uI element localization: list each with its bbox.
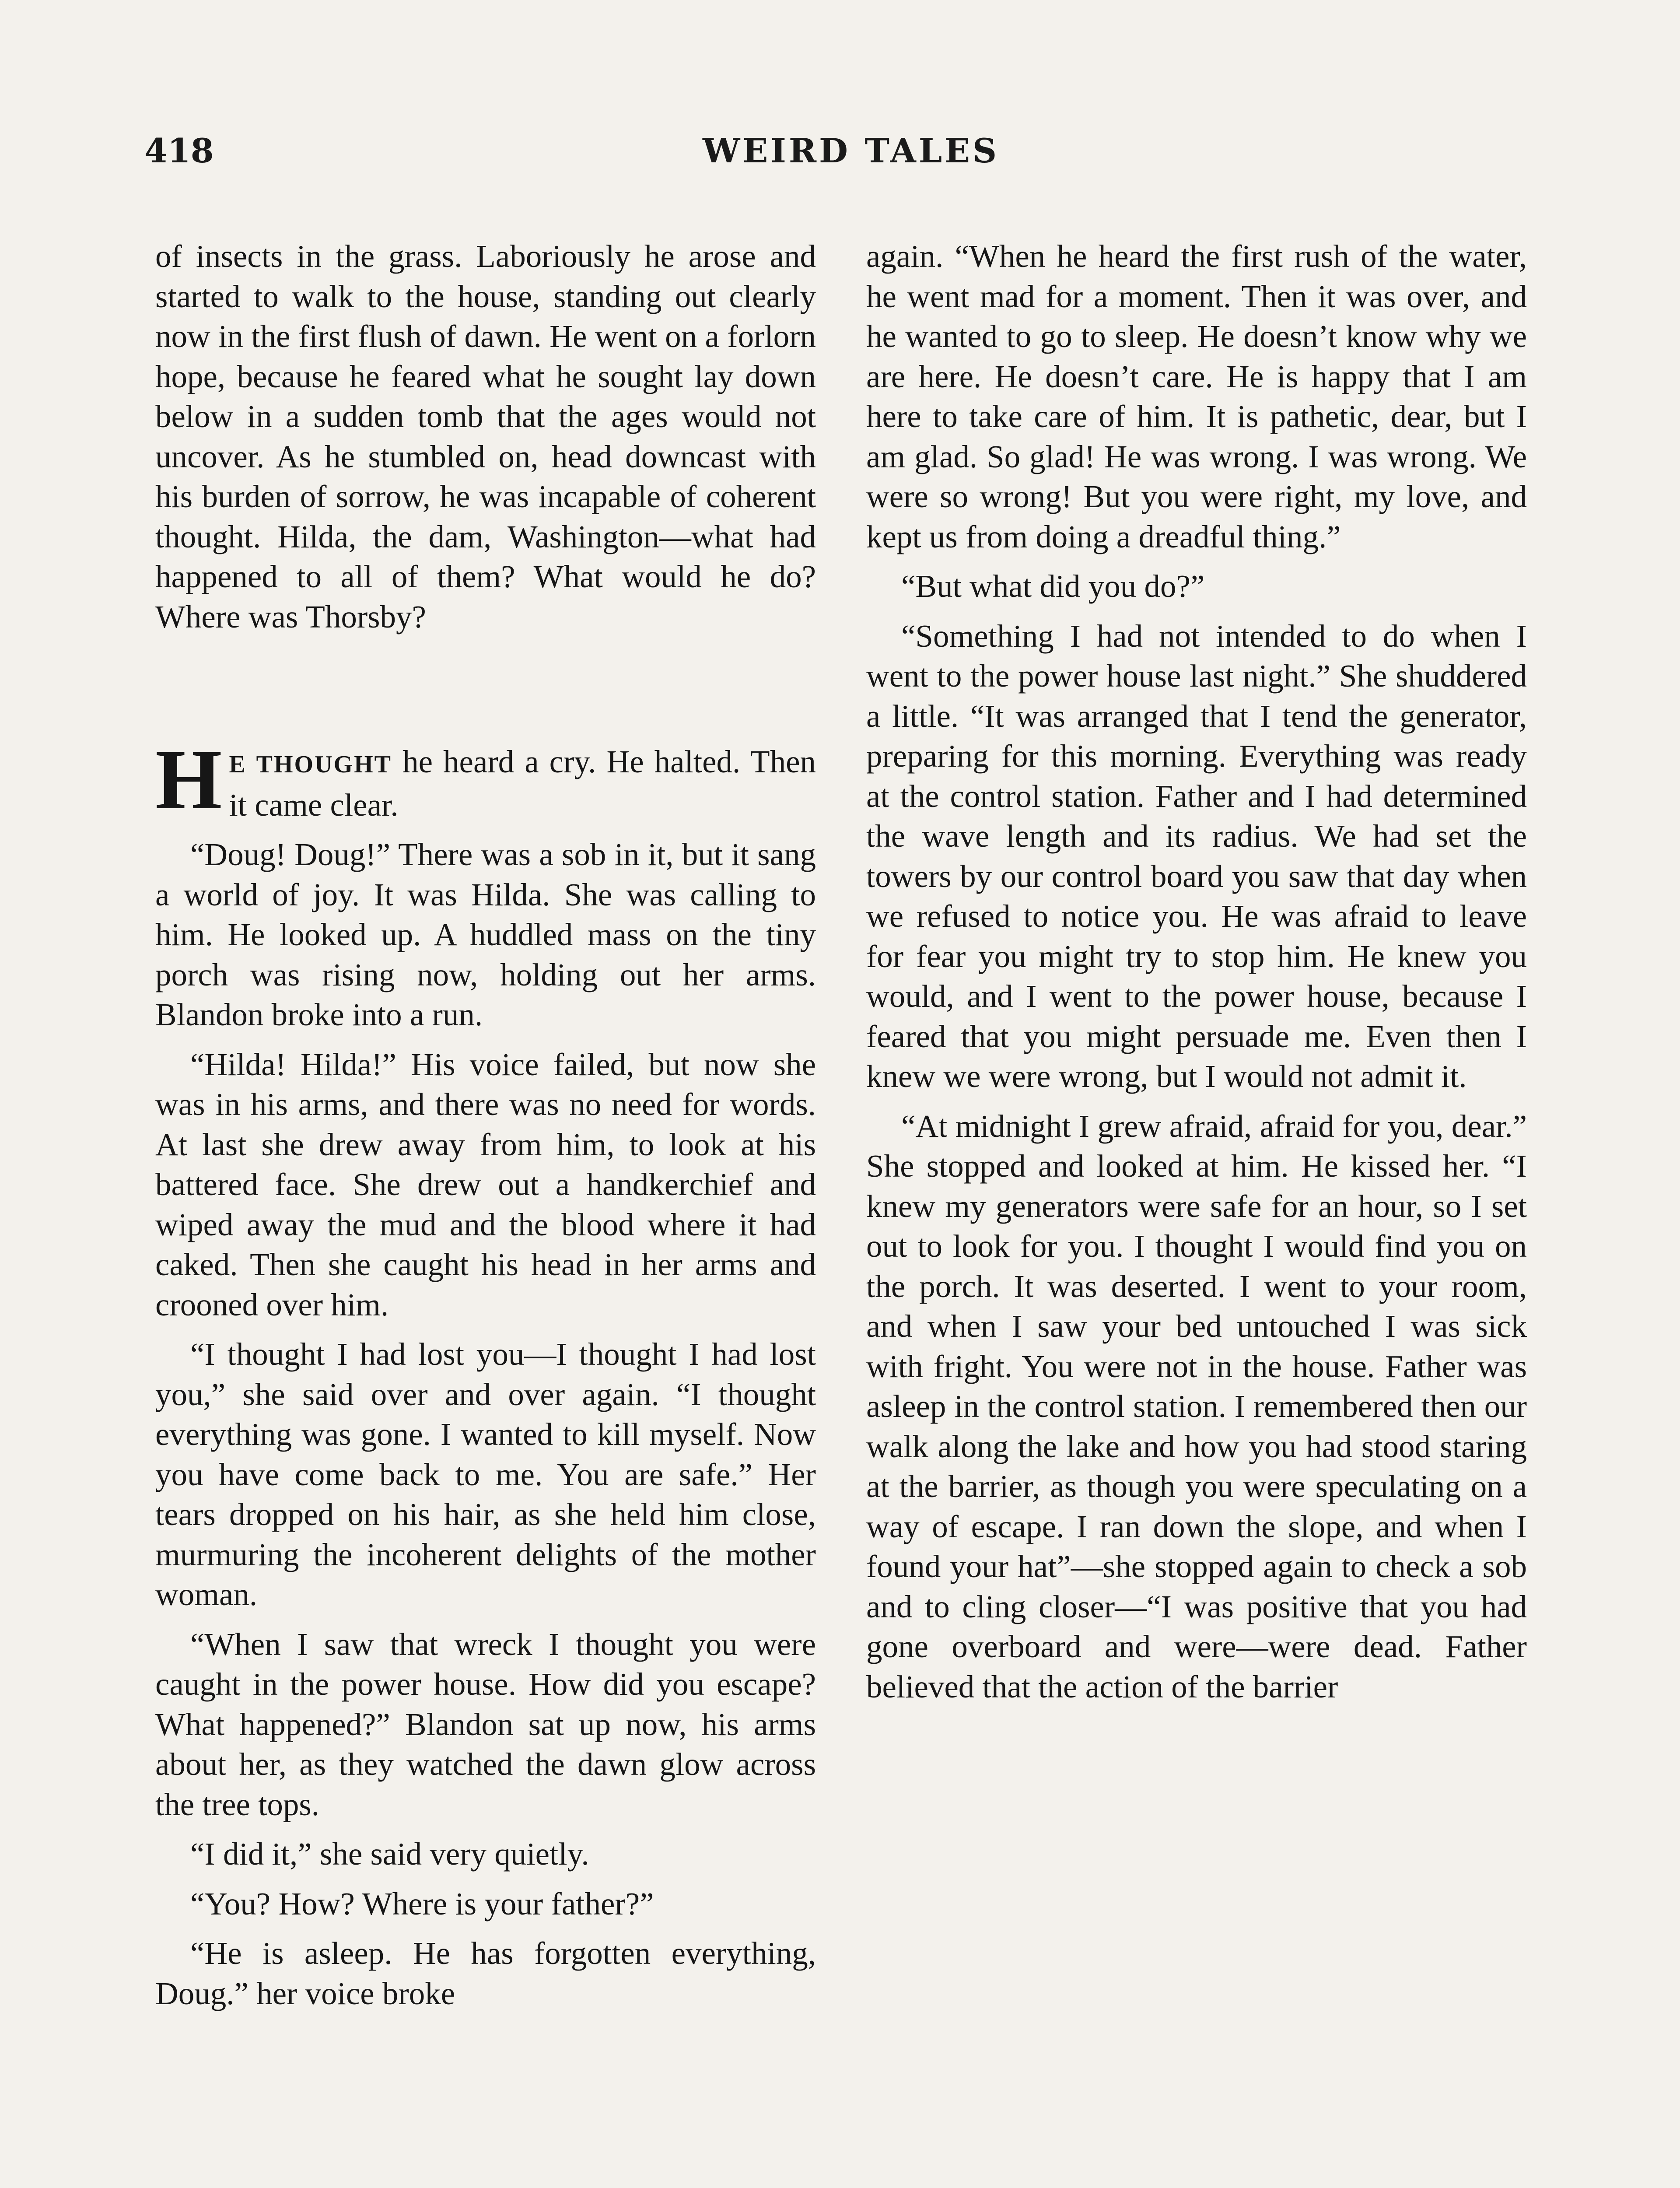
- paragraph: “But what did you do?”: [901, 568, 1205, 604]
- paragraph: “Doug! Doug!” There was a sob in it, but it sang a world of joy. It was Hilda. She was calling to him. He looked up. A huddled mass on the tiny porch was rising now, holding out her arms. Blandon broke into a run.: [155, 837, 816, 1032]
- left-column: [155, 236, 816, 2013]
- running-title: WEIRD TALES: [703, 131, 999, 170]
- paragraph: “He is asleep. He has forgotten everything, Doug.” her voice broke: [155, 1936, 816, 2011]
- paragraph: “Hilda! Hilda!” His voice failed, but now she was in his arms, and there was no need for words. At last she drew away from him, to look at his battered face. She drew out a handkerchief and wiped away the mud and the blood where it had caked. Then she caught his head in her arms and crooned over him.: [155, 1046, 816, 1322]
- paragraph: “I thought I had lost you—I thought I had lost you,” she said over and over again. “I thought everything was gone. I wanted to kill myself. Now you have come back to me. You are safe.” Her tears dropped on his hair, as she held him close, murmuring the incoherent delights of the mother woman.: [155, 1336, 816, 1612]
- paragraph-text: he heard a cry. He halted. Then it came clear.: [229, 744, 816, 823]
- paragraph: “At midnight I grew afraid, afraid for you, dear.” She stopped and looked at him. He kissed her. “I knew my generators were safe for an hour, so I set out to look for you. I thought I would find you on the porch. It was deserted. I went to your room, and when I saw your bed untouched I was sick with fright. You were not in the house. Father was asleep in the control station. I remembered then our walk along the lake and how you had stood staring at the barrier, as though you were speculating on a way of escape. I ran down the slope, and when I found your hat”—she stopped again to check a sob and to cling closer—“I was positive that you had gone overboard and were—were dead. Father believed that the action of the barrier: [866, 1108, 1527, 1704]
- paragraph: “When I saw that wreck I thought you were caught in the power house. How did you escape? What happened?” Blandon sat up now, his arms about her, as they watched the dawn glow across the tree tops.: [155, 1626, 816, 1822]
- paragraph: “You? How? Where is your father?”: [190, 1886, 654, 1922]
- right-column: [866, 236, 1527, 1707]
- page-header: [144, 131, 1558, 179]
- paragraph: again. “When he heard the first rush of the water, he went mad for a moment. Then it was over, and he wanted to go to sleep. He doesn’t know why we are here. He doesn’t care. He is happy that I am here to take care of him. It is pathetic, dear, but I am glad. So glad! He was wrong. I was wrong. We were so wrong! But you were right, my love, and kept us from doing a dreadful thing.”: [866, 238, 1527, 554]
- paragraph: of insects in the grass. Laboriously he arose and started to walk to the house, standing out clearly now in the first flush of dawn. He went on a forlorn hope, because he feared what he sought lay down below in a sudden tomb that the ages would not uncover. As he stumbled on, head downcast with his burden of sorrow, he was incapable of coherent thought. Hilda, the dam, Washington—what had happened to all of them? What would he do? Where was Thorsby?: [155, 238, 816, 635]
- small-caps-lead: E THOUGHT: [229, 751, 392, 778]
- page-number: 418: [144, 131, 214, 170]
- section-opening-paragraph: [155, 732, 816, 827]
- drop-cap: H: [155, 732, 222, 827]
- paragraph: “I did it,” she said very quietly.: [190, 1836, 589, 1872]
- paragraph: “Something I had not intended to do when I went to the power house last night.” She shuddered a little. “It was arranged that I tend the generator, preparing for this morning. Everything was ready at the control station. Father and I had determined the wave length and its radius. We had set the towers by our control board you saw that day when we refused to notice you. He was afraid to leave for fear you might try to stop him. He knew you would, and I went to the power house, because I feared that you might persuade me. Even then I knew we were wrong, but I would not admit it.: [866, 618, 1527, 1094]
